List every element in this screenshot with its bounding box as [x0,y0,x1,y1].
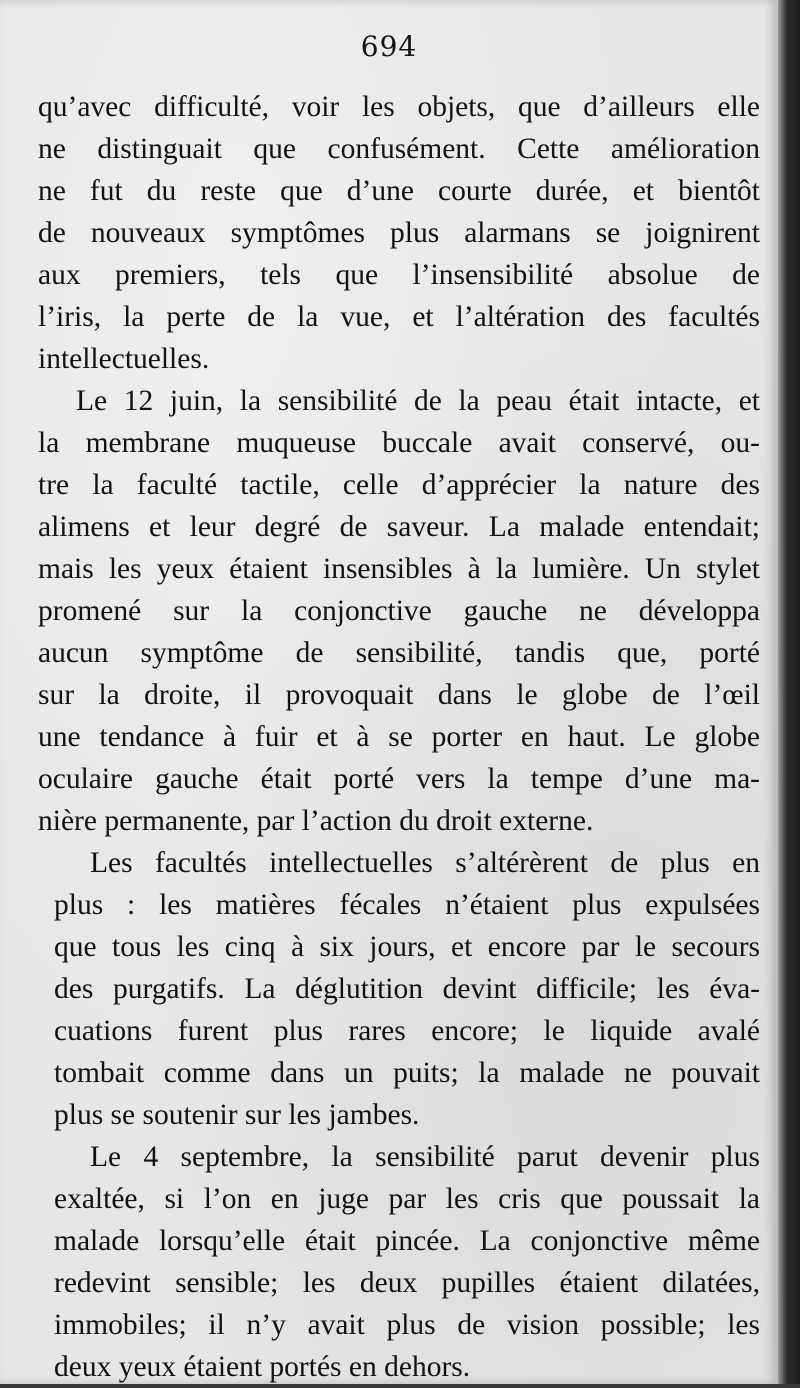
page-edge-shadow [778,0,800,1384]
body-text [38,86,760,1388]
paragraph [38,380,760,842]
text-line: immobiles; il n’y avait plus de vision possible; les [54,1309,760,1341]
paragraph [38,842,760,1136]
text-line: que tous les cinq à six jours, et encore par le secours [54,931,760,963]
text-line: intellectuelles. [38,343,210,375]
page-number: 694 [360,30,418,63]
text-line: des purgatifs. La déglutition devint difficile; les éva- [54,973,760,1005]
text-line: qu’avec difficulté, voir les objets, que d’ailleurs elle [38,91,760,123]
text-line: sur la droite, il provoquait dans le globe de l’œil [38,679,760,711]
text-line: une tendance à fuir et à se porter en haut. Le globe [38,721,760,753]
text-line: la membrane muqueuse buccale avait conservé, ou- [38,427,760,459]
text-line: l’iris, la perte de la vue, et l’altération des facultés [38,301,760,333]
text-line: plus : les matières fécales n’étaient plus expulsées [54,889,760,921]
text-line: cuations furent plus rares encore; le liquide avalé [54,1015,760,1047]
text-line: aux premiers, tels que l’insensibilité absolue de [38,259,760,291]
text-line: tre la faculté tactile, celle d’apprécier la nature des [38,469,760,501]
text-line: Les facultés intellectuelles s’altérèrent de plus en [90,847,760,879]
text-line: mais les yeux étaient insensibles à la lumière. Un stylet [38,553,760,585]
text-line: aucun symptôme de sensibilité, tandis que, porté [38,637,760,669]
text-line: deux yeux étaient portés en dehors. [54,1351,471,1383]
text-line: tombait comme dans un puits; la malade ne pouvait [54,1057,760,1089]
text-line: Le 12 juin, la sensibilité de la peau était intacte, et [76,385,760,417]
text-line: promené sur la conjonctive gauche ne développa [38,595,760,627]
text-line: malade lorsqu’elle était pincée. La conjonctive même [54,1225,760,1257]
text-line: plus se soutenir sur les jambes. [54,1099,420,1131]
text-line: ne fut du reste que d’une courte durée, et bientôt [38,175,760,207]
text-line: alimens et leur degré de saveur. La malade entendait; [38,511,760,543]
paragraph [38,86,760,380]
text-line: redevint sensible; les deux pupilles étaient dilatées, [54,1267,760,1299]
paragraph [38,1136,760,1388]
text-line: exaltée, si l’on en juge par les cris que poussait la [54,1183,760,1215]
text-line: de nouveaux symptômes plus alarmans se joignirent [38,217,760,249]
text-line: Le 4 septembre, la sensibilité parut devenir plus [90,1141,760,1173]
text-line: ne distinguait que confusément. Cette amélioration [38,133,760,165]
text-line: oculaire gauche était porté vers la tempe d’une ma- [38,763,760,795]
text-line: nière permanente, par l’action du droit externe. [38,805,594,837]
